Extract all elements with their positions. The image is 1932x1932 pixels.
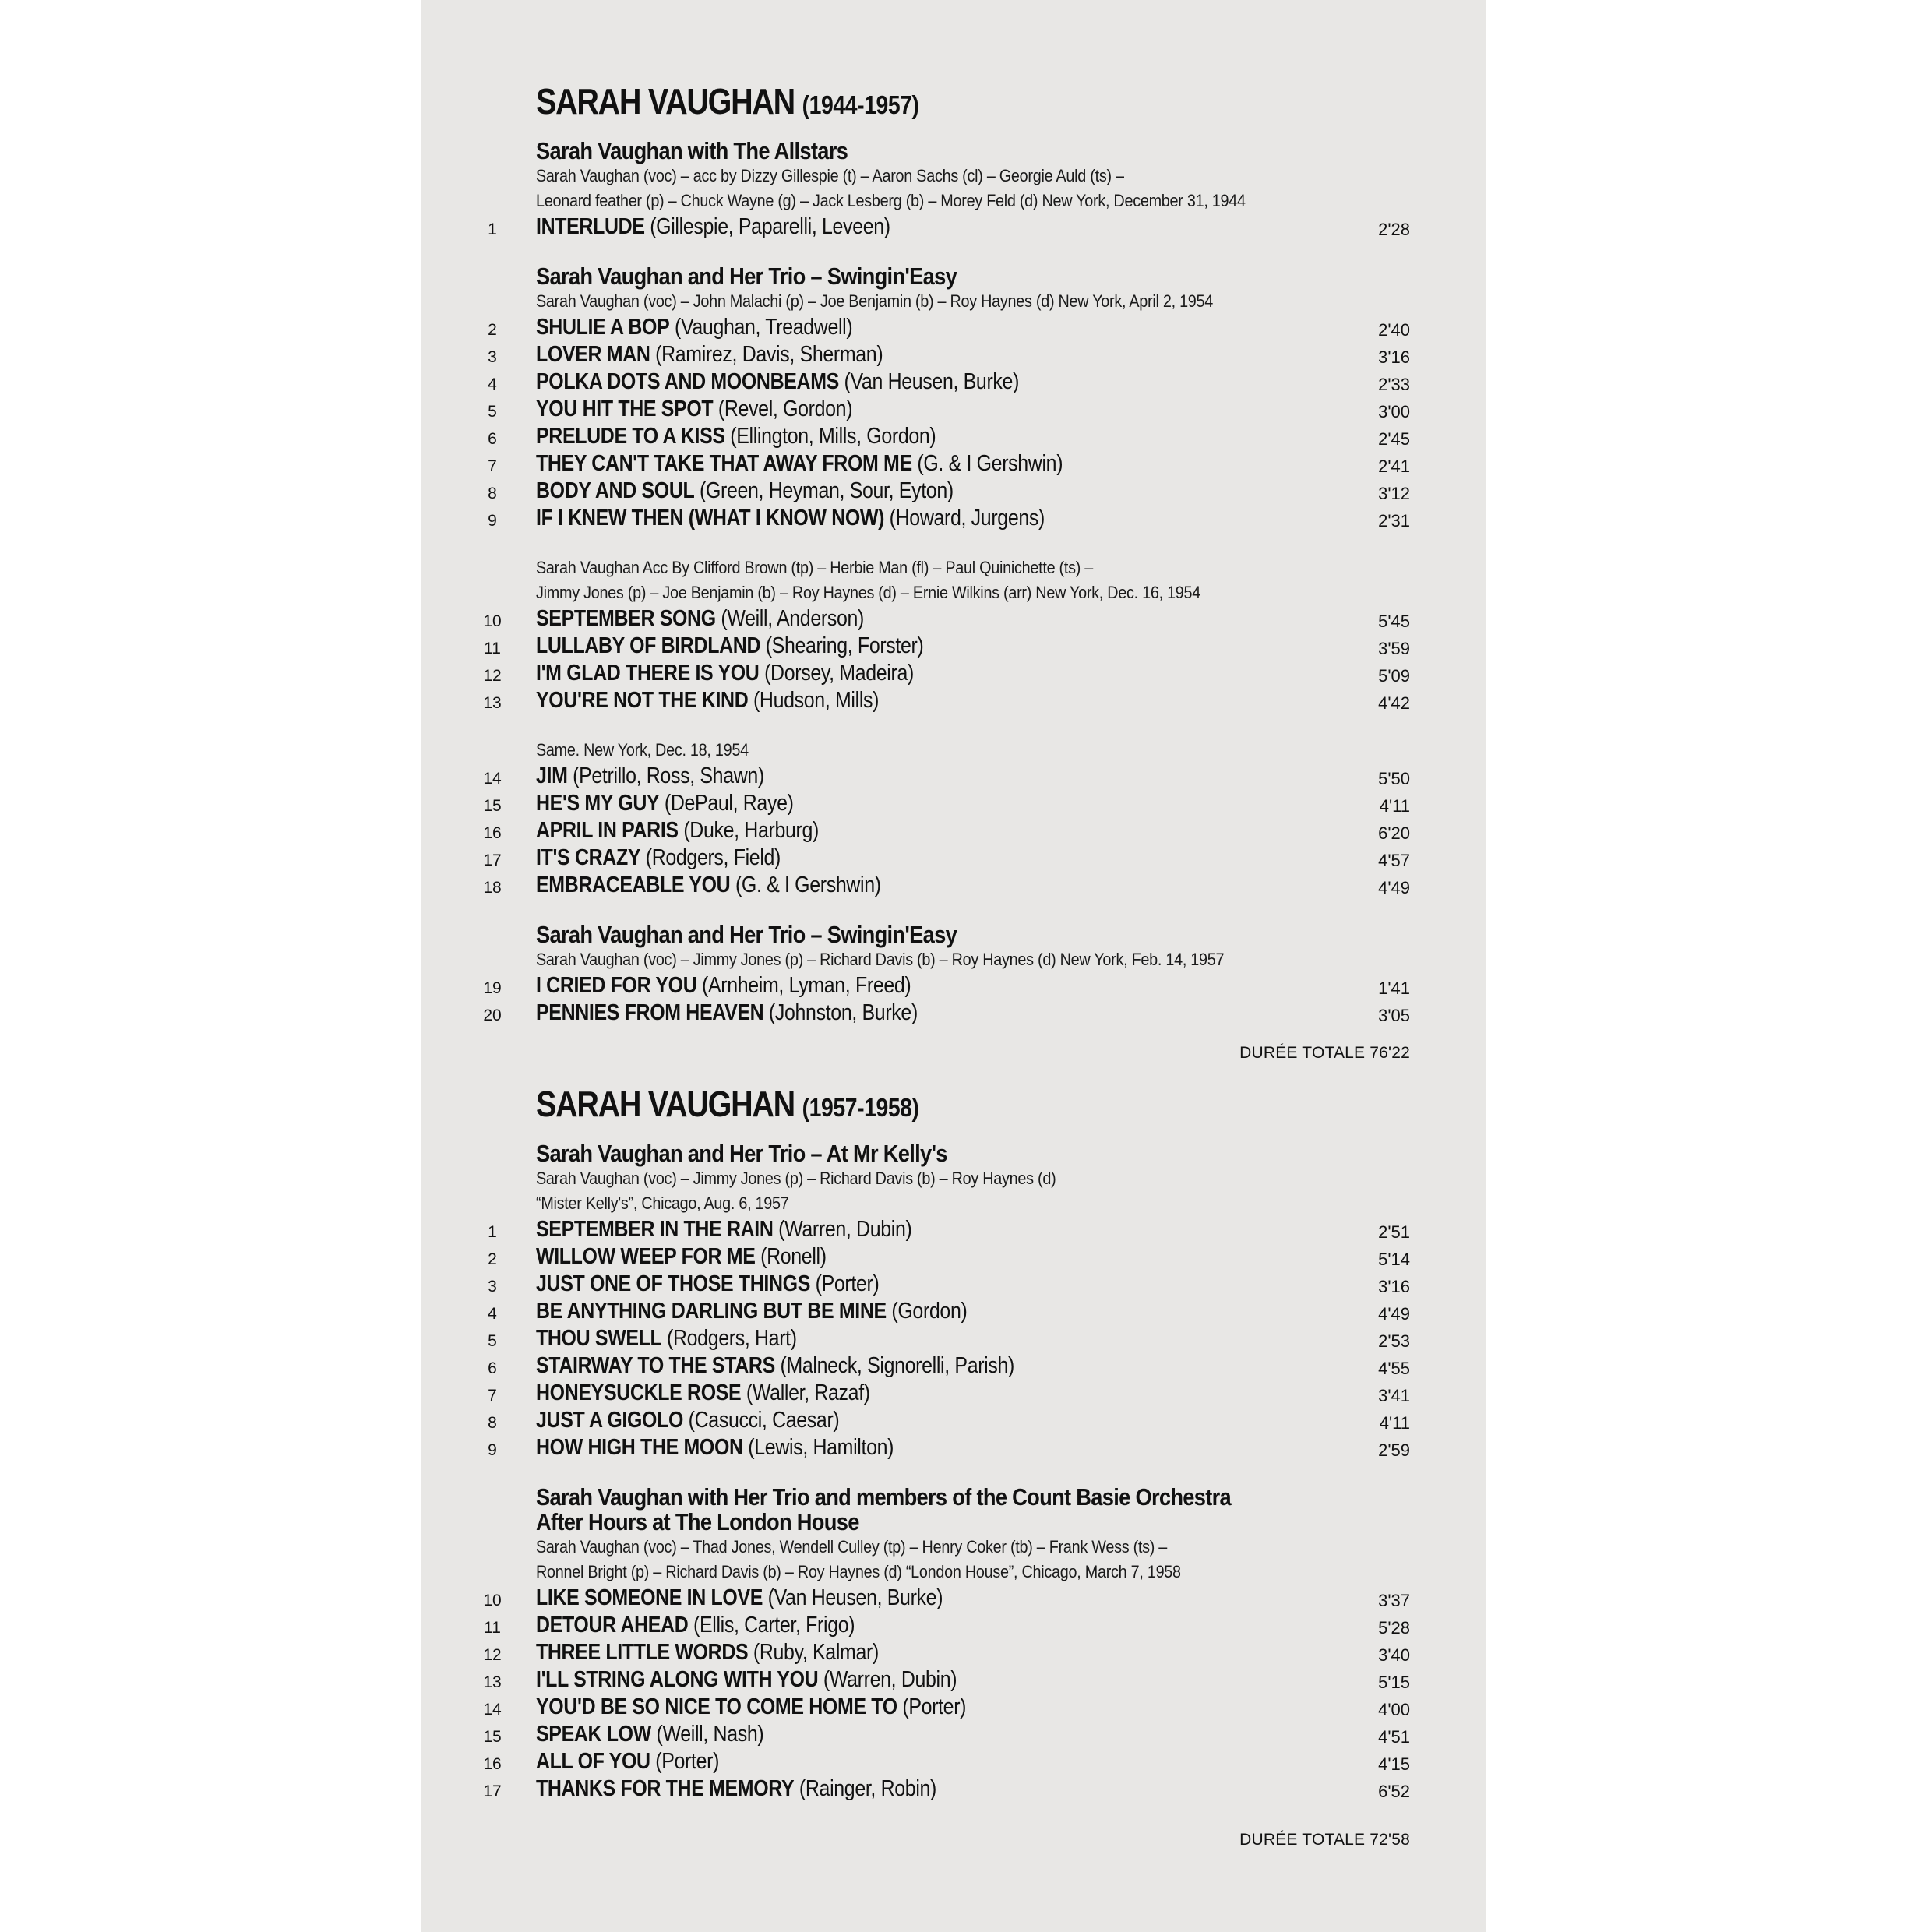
track-row bbox=[421, 999, 1486, 1027]
track-duration: 4'57 bbox=[1378, 851, 1410, 870]
total-duration: DURÉE TOTALE 72'58 bbox=[1239, 1831, 1410, 1849]
track-duration: 2'59 bbox=[1378, 1440, 1410, 1460]
track-duration: 2'45 bbox=[1378, 429, 1410, 449]
track-composers: (Ellington, Mills, Gordon) bbox=[730, 424, 936, 449]
track-song: STAIRWAY TO THE STARS bbox=[536, 1353, 775, 1378]
track-row bbox=[421, 633, 1486, 660]
track-row bbox=[421, 314, 1486, 341]
track-duration: 2'28 bbox=[1378, 220, 1410, 239]
track-title bbox=[536, 1775, 936, 1803]
track-title bbox=[536, 1434, 894, 1461]
track-row bbox=[421, 1612, 1486, 1639]
track-row bbox=[421, 1694, 1486, 1721]
track-composers: (Van Heusen, Burke) bbox=[844, 369, 1020, 394]
track-composers: (DePaul, Raye) bbox=[664, 791, 794, 816]
track-song: IF I KNEW THEN (WHAT I KNOW NOW) bbox=[536, 506, 885, 531]
track-composers: (Revel, Gordon) bbox=[717, 397, 853, 421]
track-song: JIM bbox=[536, 763, 568, 788]
disc-title-name: SARAH VAUGHAN bbox=[536, 81, 795, 122]
session-credit: Sarah Vaughan (voc) – Jimmy Jones (p) – Richard Davis (b) – Roy Haynes (d) New York, Feb. 14, 1957 bbox=[536, 950, 1225, 969]
track-composers: (Howard, Jurgens) bbox=[889, 506, 1045, 531]
track-song: YOU'RE NOT THE KIND bbox=[536, 688, 749, 713]
track-number: 6 bbox=[488, 1359, 497, 1377]
track-title bbox=[536, 972, 911, 999]
track-composers: (Gordon) bbox=[891, 1299, 968, 1324]
track-duration: 4'42 bbox=[1378, 693, 1410, 713]
track-duration: 3'16 bbox=[1378, 1277, 1410, 1296]
track-duration: 2'51 bbox=[1378, 1222, 1410, 1242]
track-title bbox=[536, 1694, 966, 1721]
track-composers: (Ramirez, Davis, Sherman) bbox=[655, 342, 883, 367]
track-title bbox=[536, 817, 819, 844]
track-title bbox=[536, 505, 1045, 532]
track-title bbox=[536, 1298, 967, 1325]
session-credit: Sarah Vaughan (voc) – Jimmy Jones (p) – Richard Davis (b) – Roy Haynes (d) bbox=[536, 1169, 1056, 1188]
track-row bbox=[421, 763, 1486, 790]
track-row bbox=[421, 972, 1486, 999]
track-title bbox=[536, 396, 852, 423]
disc-1 bbox=[421, 76, 1486, 1066]
track-duration: 3'41 bbox=[1378, 1386, 1410, 1405]
track-title bbox=[536, 844, 781, 872]
track-duration: 4'51 bbox=[1378, 1727, 1410, 1747]
track-duration: 3'59 bbox=[1378, 639, 1410, 658]
session bbox=[421, 1141, 1486, 1461]
session-credit: Sarah Vaughan (voc) – acc by Dizzy Gillespie (t) – Aaron Sachs (cl) – Georgie Auld (ts) – bbox=[536, 166, 1124, 185]
tracklist-page bbox=[421, 0, 1486, 1932]
session-credit: Ronnel Bright (p) – Richard Davis (b) – Roy Haynes (d) “London House”, Chicago, March 7, 1958 bbox=[536, 1562, 1181, 1581]
session-title: Sarah Vaughan with The Allstars bbox=[536, 137, 848, 164]
track-composers: (Van Heusen, Burke) bbox=[767, 1585, 943, 1610]
track-title bbox=[536, 213, 890, 241]
session-credit: Leonard feather (p) – Chuck Wayne (g) – Jack Lesberg (b) – Morey Feld (d) New York, December 31, 1944 bbox=[536, 191, 1246, 210]
track-number: 14 bbox=[483, 770, 502, 788]
track-title bbox=[536, 605, 864, 633]
track-composers: (Porter) bbox=[655, 1749, 720, 1774]
track-duration: 4'00 bbox=[1378, 1700, 1410, 1719]
track-row bbox=[421, 817, 1486, 844]
track-song: SEPTEMBER IN THE RAIN bbox=[536, 1217, 774, 1242]
track-song: SHULIE A BOP bbox=[536, 315, 670, 340]
track-duration: 2'40 bbox=[1378, 320, 1410, 340]
track-title bbox=[536, 1639, 879, 1666]
track-duration: 4'11 bbox=[1379, 796, 1410, 816]
track-number: 11 bbox=[484, 1619, 501, 1637]
session-credit: Same. New York, Dec. 18, 1954 bbox=[536, 740, 749, 760]
track-row bbox=[421, 1380, 1486, 1407]
track-song: THEY CAN'T TAKE THAT AWAY FROM ME bbox=[536, 451, 912, 476]
track-title bbox=[536, 999, 918, 1027]
track-title bbox=[536, 1380, 870, 1407]
track-duration: 2'31 bbox=[1378, 511, 1410, 531]
session bbox=[421, 922, 1486, 1027]
track-title bbox=[536, 1585, 943, 1612]
track-composers: (Warren, Dubin) bbox=[778, 1217, 912, 1242]
session bbox=[421, 139, 1486, 241]
track-number: 3 bbox=[488, 1278, 497, 1296]
track-title bbox=[536, 1216, 911, 1243]
track-number: 16 bbox=[483, 1755, 502, 1773]
track-row bbox=[421, 1325, 1486, 1352]
track-title bbox=[536, 478, 954, 505]
session bbox=[421, 1485, 1486, 1803]
track-duration: 4'11 bbox=[1379, 1413, 1410, 1433]
track-duration: 6'52 bbox=[1378, 1782, 1410, 1801]
track-song: HONEYSUCKLE ROSE bbox=[536, 1380, 742, 1405]
session-title: Sarah Vaughan with Her Trio and members of the Count Basie Orchestra bbox=[536, 1483, 1232, 1511]
track-number: 10 bbox=[483, 612, 502, 630]
track-row bbox=[421, 790, 1486, 817]
track-duration: 5'28 bbox=[1378, 1618, 1410, 1638]
track-composers: (Shearing, Forster) bbox=[765, 633, 924, 658]
track-number: 3 bbox=[488, 348, 497, 366]
track-number: 15 bbox=[483, 797, 502, 815]
track-number: 20 bbox=[483, 1007, 502, 1024]
track-number: 16 bbox=[483, 824, 502, 842]
track-row bbox=[421, 1639, 1486, 1666]
track-title bbox=[536, 872, 881, 899]
track-duration: 2'53 bbox=[1378, 1331, 1410, 1351]
track-number: 11 bbox=[484, 640, 501, 658]
track-number: 8 bbox=[488, 485, 497, 502]
track-row bbox=[421, 423, 1486, 450]
track-row bbox=[421, 1407, 1486, 1434]
track-row bbox=[421, 396, 1486, 423]
track-row bbox=[421, 1666, 1486, 1694]
session bbox=[421, 555, 1486, 714]
track-song: I'LL STRING ALONG WITH YOU bbox=[536, 1667, 819, 1692]
session-subtitle: After Hours at The London House bbox=[536, 1508, 859, 1535]
track-composers: (Casucci, Caesar) bbox=[688, 1408, 840, 1433]
track-title bbox=[536, 1721, 763, 1748]
track-row bbox=[421, 450, 1486, 478]
track-row bbox=[421, 505, 1486, 532]
track-duration: 4'49 bbox=[1378, 1304, 1410, 1324]
track-title bbox=[536, 1666, 957, 1694]
track-duration: 3'05 bbox=[1378, 1006, 1410, 1025]
track-song: APRIL IN PARIS bbox=[536, 818, 679, 843]
track-number: 12 bbox=[483, 1646, 502, 1664]
track-row bbox=[421, 1721, 1486, 1748]
disc-title-years: (1957-1958) bbox=[802, 1093, 919, 1122]
track-song: LOVER MAN bbox=[536, 342, 650, 367]
track-row bbox=[421, 1434, 1486, 1461]
track-row bbox=[421, 1216, 1486, 1243]
disc-title-name: SARAH VAUGHAN bbox=[536, 1084, 795, 1124]
track-composers: (G. & I Gershwin) bbox=[917, 451, 1063, 476]
track-song: IT'S CRAZY bbox=[536, 845, 641, 870]
track-duration: 2'33 bbox=[1378, 375, 1410, 394]
track-song: JUST A GIGOLO bbox=[536, 1408, 684, 1433]
track-song: LULLABY OF BIRDLAND bbox=[536, 633, 761, 658]
track-composers: (Ellis, Carter, Frigo) bbox=[693, 1613, 855, 1638]
session bbox=[421, 264, 1486, 532]
track-duration: 1'41 bbox=[1378, 978, 1410, 998]
track-number: 18 bbox=[483, 879, 502, 897]
track-composers: (Porter) bbox=[902, 1694, 967, 1719]
track-title bbox=[536, 341, 883, 368]
track-song: SPEAK LOW bbox=[536, 1722, 651, 1747]
track-composers: (Lewis, Hamilton) bbox=[748, 1435, 894, 1460]
session-credit: Sarah Vaughan (voc) – John Malachi (p) – Joe Benjamin (b) – Roy Haynes (d) New York, April 2, 1954 bbox=[536, 291, 1214, 311]
track-title bbox=[536, 1243, 827, 1271]
track-song: THOU SWELL bbox=[536, 1326, 662, 1351]
disc-title bbox=[536, 1079, 1353, 1129]
track-composers: (Waller, Razaf) bbox=[746, 1380, 870, 1405]
track-number: 1 bbox=[488, 220, 497, 238]
track-composers: (Green, Heyman, Sour, Eyton) bbox=[699, 478, 954, 503]
track-song: DETOUR AHEAD bbox=[536, 1613, 689, 1638]
track-composers: (Rodgers, Hart) bbox=[667, 1326, 797, 1351]
track-composers: (Porter) bbox=[815, 1271, 880, 1296]
session bbox=[421, 738, 1486, 899]
track-row bbox=[421, 1775, 1486, 1803]
track-duration: 3'16 bbox=[1378, 347, 1410, 367]
track-row bbox=[421, 368, 1486, 396]
track-title bbox=[536, 1612, 855, 1639]
track-song: POLKA DOTS AND MOONBEAMS bbox=[536, 369, 839, 394]
session-credit: Sarah Vaughan (voc) – Thad Jones, Wendell Culley (tp) – Henry Coker (tb) – Frank Wess (ts) – bbox=[536, 1537, 1168, 1557]
track-number: 2 bbox=[488, 321, 497, 339]
track-row bbox=[421, 844, 1486, 872]
track-duration: 3'12 bbox=[1378, 484, 1410, 503]
track-duration: 5'09 bbox=[1378, 666, 1410, 686]
track-row bbox=[421, 1352, 1486, 1380]
session-title: Sarah Vaughan and Her Trio – Swingin'Easy bbox=[536, 263, 957, 290]
track-duration: 5'15 bbox=[1378, 1673, 1410, 1692]
track-title bbox=[536, 314, 852, 341]
track-composers: (Malneck, Signorelli, Parish) bbox=[780, 1353, 1014, 1378]
track-song: SEPTEMBER SONG bbox=[536, 606, 716, 631]
track-number: 5 bbox=[488, 1332, 497, 1350]
track-song: BODY AND SOUL bbox=[536, 478, 695, 503]
track-number: 14 bbox=[483, 1701, 502, 1719]
track-duration: 5'14 bbox=[1378, 1250, 1410, 1269]
session-title: Sarah Vaughan and Her Trio – At Mr Kelly's bbox=[536, 1140, 947, 1167]
disc-title-years: (1944-1957) bbox=[802, 90, 919, 119]
track-song: YOU HIT THE SPOT bbox=[536, 397, 714, 421]
track-title bbox=[536, 1748, 719, 1775]
track-song: JUST ONE OF THOSE THINGS bbox=[536, 1271, 811, 1296]
track-title bbox=[536, 450, 1063, 478]
track-row bbox=[421, 341, 1486, 368]
track-number: 7 bbox=[488, 457, 497, 475]
track-number: 8 bbox=[488, 1414, 497, 1432]
track-title bbox=[536, 660, 914, 687]
session-credit: “Mister Kelly's”, Chicago, Aug. 6, 1957 bbox=[536, 1193, 789, 1213]
track-song: BE ANYTHING DARLING BUT BE MINE bbox=[536, 1299, 887, 1324]
track-composers: (Gillespie, Paparelli, Leveen) bbox=[650, 214, 890, 239]
session-credit: Jimmy Jones (p) – Joe Benjamin (b) – Roy Haynes (d) – Ernie Wilkins (arr) New York, Dec. 16, 1954 bbox=[536, 583, 1201, 602]
track-duration: 4'49 bbox=[1378, 878, 1410, 897]
track-duration: 3'40 bbox=[1378, 1645, 1410, 1665]
track-title bbox=[536, 1352, 1014, 1380]
track-song: PRELUDE TO A KISS bbox=[536, 424, 725, 449]
track-composers: (Vaughan, Treadwell) bbox=[674, 315, 853, 340]
track-number: 5 bbox=[488, 403, 497, 421]
track-number: 15 bbox=[483, 1728, 502, 1746]
track-song: EMBRACEABLE YOU bbox=[536, 873, 731, 897]
track-number: 17 bbox=[483, 851, 502, 869]
track-number: 17 bbox=[483, 1782, 502, 1800]
track-title bbox=[536, 790, 794, 817]
tracklist-content bbox=[421, 76, 1486, 1853]
track-song: LIKE SOMEONE IN LOVE bbox=[536, 1585, 763, 1610]
track-song: INTERLUDE bbox=[536, 214, 645, 239]
track-row bbox=[421, 1585, 1486, 1612]
track-number: 4 bbox=[488, 1305, 497, 1323]
track-song: I'M GLAD THERE IS YOU bbox=[536, 661, 760, 686]
track-duration: 3'00 bbox=[1378, 402, 1410, 421]
session-credit: Sarah Vaughan Acc By Clifford Brown (tp) – Herbie Man (fl) – Paul Quinichette (ts) – bbox=[536, 558, 1094, 577]
track-composers: (Weill, Anderson) bbox=[721, 606, 864, 631]
track-number: 19 bbox=[483, 979, 502, 997]
track-title bbox=[536, 423, 936, 450]
track-number: 1 bbox=[488, 1223, 497, 1241]
track-row bbox=[421, 687, 1486, 714]
track-duration: 4'55 bbox=[1378, 1359, 1410, 1378]
track-composers: (Duke, Harburg) bbox=[683, 818, 819, 843]
track-song: PENNIES FROM HEAVEN bbox=[536, 1000, 764, 1025]
track-composers: (Weill, Nash) bbox=[656, 1722, 764, 1747]
track-composers: (Petrillo, Ross, Shawn) bbox=[573, 763, 764, 788]
track-song: ALL OF YOU bbox=[536, 1749, 650, 1774]
track-title bbox=[536, 368, 1019, 396]
track-composers: (Johnston, Burke) bbox=[768, 1000, 918, 1025]
track-title bbox=[536, 1407, 839, 1434]
track-row bbox=[421, 660, 1486, 687]
total-duration: DURÉE TOTALE 76'22 bbox=[1239, 1044, 1410, 1062]
track-composers: (Warren, Dubin) bbox=[823, 1667, 957, 1692]
track-row bbox=[421, 605, 1486, 633]
track-number: 2 bbox=[488, 1250, 497, 1268]
track-composers: (Rodgers, Field) bbox=[645, 845, 781, 870]
track-title bbox=[536, 687, 879, 714]
track-title bbox=[536, 1325, 797, 1352]
track-song: I CRIED FOR YOU bbox=[536, 973, 697, 998]
track-number: 13 bbox=[483, 694, 502, 712]
track-song: WILLOW WEEP FOR ME bbox=[536, 1244, 756, 1269]
track-number: 6 bbox=[488, 430, 497, 448]
track-number: 13 bbox=[483, 1673, 502, 1691]
track-composers: (Ruby, Kalmar) bbox=[753, 1640, 879, 1665]
track-row bbox=[421, 1243, 1486, 1271]
track-row bbox=[421, 478, 1486, 505]
track-number: 4 bbox=[488, 375, 497, 393]
session-title: Sarah Vaughan and Her Trio – Swingin'Easy bbox=[536, 921, 957, 948]
track-row bbox=[421, 213, 1486, 241]
track-title bbox=[536, 633, 923, 660]
track-duration: 3'37 bbox=[1378, 1591, 1410, 1610]
track-song: HE'S MY GUY bbox=[536, 791, 660, 816]
track-song: THANKS FOR THE MEMORY bbox=[536, 1776, 795, 1801]
track-row bbox=[421, 1748, 1486, 1775]
track-song: THREE LITTLE WORDS bbox=[536, 1640, 749, 1665]
track-duration: 4'15 bbox=[1378, 1754, 1410, 1774]
track-row bbox=[421, 872, 1486, 899]
track-row bbox=[421, 1298, 1486, 1325]
track-composers: (Arnheim, Lyman, Freed) bbox=[701, 973, 911, 998]
track-number: 9 bbox=[488, 1441, 497, 1459]
disc-title bbox=[536, 76, 1353, 126]
track-duration: 5'45 bbox=[1378, 612, 1410, 631]
track-duration: 2'41 bbox=[1378, 457, 1410, 476]
track-title bbox=[536, 763, 764, 790]
track-title bbox=[536, 1271, 879, 1298]
disc-2 bbox=[421, 1079, 1486, 1853]
track-duration: 5'50 bbox=[1378, 769, 1410, 788]
track-composers: (G. & I Gershwin) bbox=[735, 873, 881, 897]
track-composers: (Rainger, Robin) bbox=[799, 1776, 937, 1801]
track-composers: (Hudson, Mills) bbox=[753, 688, 880, 713]
track-song: HOW HIGH THE MOON bbox=[536, 1435, 743, 1460]
track-composers: (Ronell) bbox=[760, 1244, 827, 1269]
track-number: 9 bbox=[488, 512, 497, 530]
track-duration: 6'20 bbox=[1378, 823, 1410, 843]
track-number: 10 bbox=[483, 1592, 502, 1609]
track-row bbox=[421, 1271, 1486, 1298]
track-song: YOU'D BE SO NICE TO COME HOME TO bbox=[536, 1694, 897, 1719]
track-number: 7 bbox=[488, 1387, 497, 1405]
track-composers: (Dorsey, Madeira) bbox=[764, 661, 914, 686]
track-number: 12 bbox=[483, 667, 502, 685]
